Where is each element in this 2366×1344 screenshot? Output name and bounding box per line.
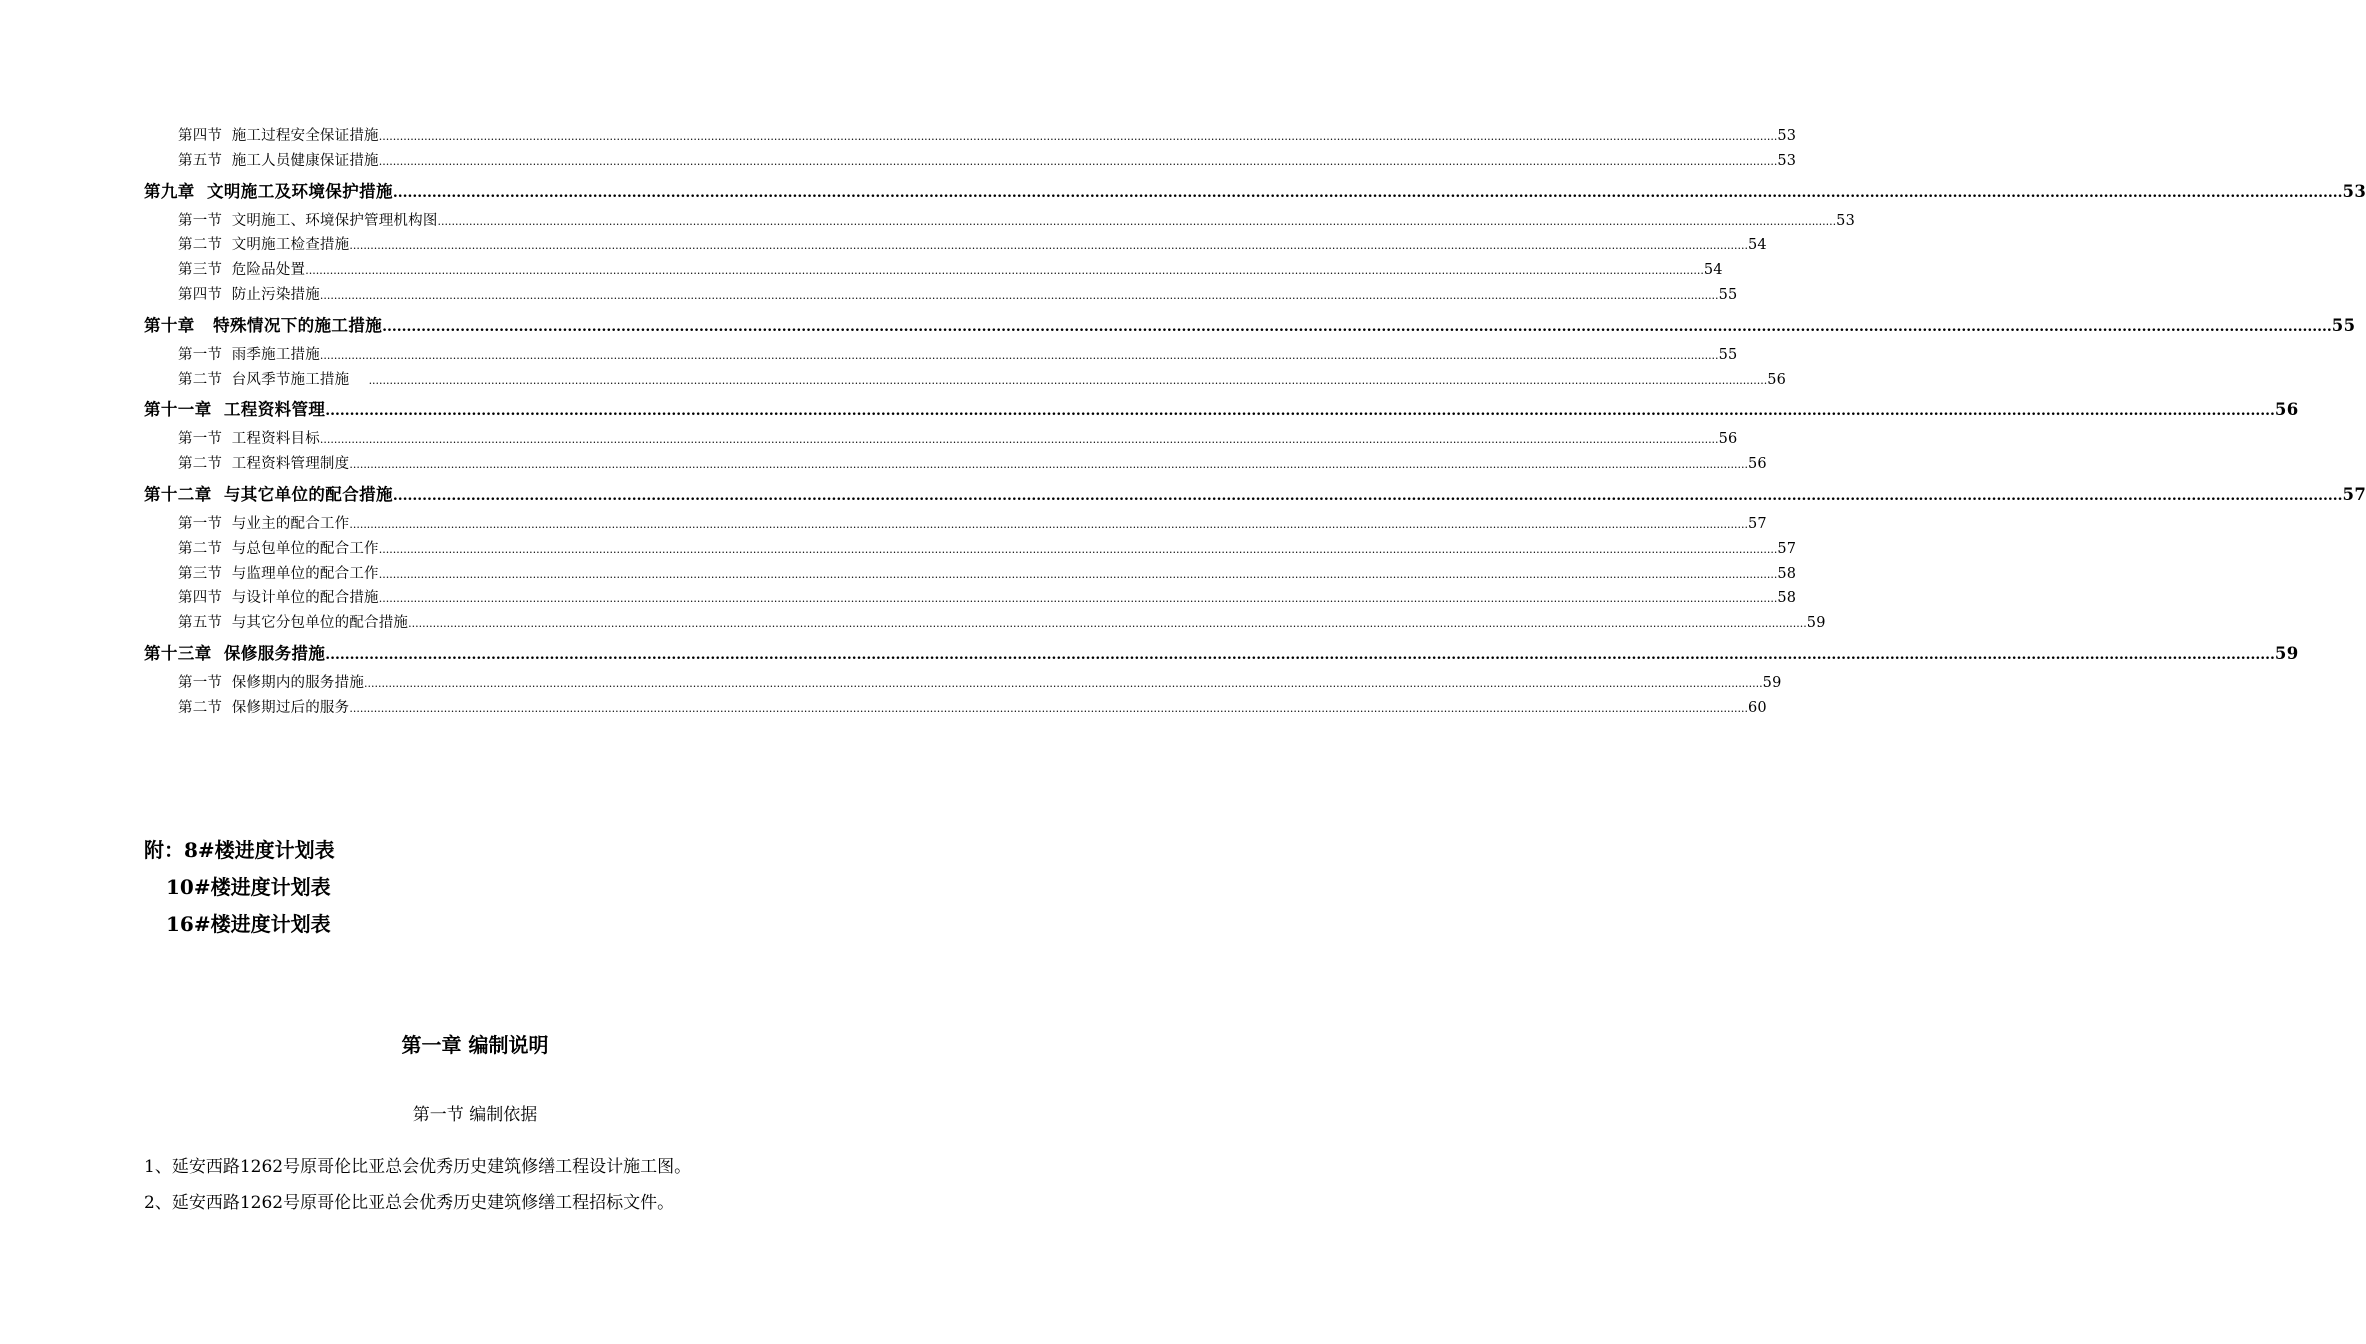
toc-page-number: 58 (1777, 590, 1797, 607)
toc-page-number: 60 (1747, 699, 1767, 716)
toc-section-entry[interactable] (178, 452, 1767, 477)
toc-entry-label: 第五节 与其它分包单位的配合措施 (178, 615, 409, 632)
toc-entry-label: 第三节 危险品处置 (178, 262, 306, 279)
toc-leader-dots: ................................................................................................................................................................................................................................................................................................................................................................................................................ (349, 701, 1748, 715)
toc-entry-label: 第十一章 工程资料管理 (144, 400, 326, 420)
toc-leader-dots: ................................................................................................................................................................................................................................................................................................................................................................................................................ (378, 154, 1778, 168)
toc-entry-label: 第一节 与业主的配合工作 (178, 515, 350, 532)
toc-page-number: 53 (1777, 152, 1797, 169)
toc-leader-dots: ................................................................................................................................................................................................................................................................................................................................................................................................................ (349, 517, 1748, 531)
toc-section-entry[interactable] (178, 343, 1738, 368)
toc-leader-dots: ................................................................................................................................................................................................................................................................................................................................................................................................................ (408, 617, 1807, 631)
body-text (144, 1152, 824, 1224)
toc-leader-dots: ................................................................................................................................................................................................................................................................................................................................................................................................................ (319, 288, 1719, 302)
toc-entry-label: 第五节 施工人员健康保证措施 (178, 152, 379, 169)
toc-leader-dots: ................................................................................................................................................................................................................................................................................................................................................................................................................ (349, 458, 1748, 472)
toc-section-entry[interactable] (178, 124, 1797, 149)
toc-section-entry[interactable] (178, 233, 1767, 258)
toc-page-number: 55 (1718, 346, 1738, 363)
toc-chapter-entry[interactable] (144, 397, 2299, 423)
toc-entry-label: 第二节 台风季节施工措施 (178, 371, 369, 388)
toc-page-number: 55 (1718, 286, 1738, 303)
toc-page-number: 56 (2274, 400, 2299, 420)
toc-entry-label: 第一节 文明施工、环境保护管理机构图 (178, 212, 438, 229)
toc-entry-label: 第四节 施工过程安全保证措施 (178, 128, 379, 144)
toc-section-entry[interactable] (178, 562, 1797, 587)
toc-leader-dots: ................................................................................................................................................................................................................................................................................................................................................................................................................ (364, 676, 1763, 690)
toc-page-number: 55 (2331, 315, 2356, 335)
toc-page-number: 53 (2342, 181, 2366, 201)
toc-section-entry[interactable] (178, 368, 1787, 393)
toc-entry-label: 第十二章 与其它单位的配合措施 (144, 484, 393, 504)
toc-section-entry[interactable] (178, 283, 1738, 308)
toc-section-entry[interactable] (178, 671, 1782, 696)
toc-section-entry[interactable] (178, 427, 1738, 452)
toc-entry-label: 第四节 防止污染措施 (178, 286, 320, 303)
toc-section-entry[interactable] (178, 512, 1767, 537)
toc-page-number: 57 (1747, 515, 1767, 532)
toc-section-entry[interactable] (178, 149, 1797, 174)
toc-leader-dots: ................................................................................................................................................................................................................................................................................................................................................................................................................ (378, 542, 1778, 556)
toc-entry-label: 第十三章 保修服务措施 (144, 643, 326, 663)
toc-entry-label: 第十章 特殊情况下的施工措施 (144, 315, 383, 335)
appendix-item-16: 16#楼进度计划表 (166, 912, 331, 936)
toc-page-number: 53 (1836, 212, 1856, 229)
section-heading: 第一节 编制依据 (412, 1105, 538, 1125)
toc-entry-label: 第二节 文明施工检查措施 (178, 237, 350, 254)
toc-page-number: 53 (1777, 128, 1797, 144)
toc-page-number: 56 (1767, 371, 1787, 388)
toc-leader-dots: ................................................................................................................................................................................................................................................................................................................................................................................................................ (378, 130, 1778, 143)
toc-leader-dots: ................................................................................................................................................................................................................................................................................................................................................................................................................ (349, 239, 1748, 253)
toc-page-number: 57 (1777, 540, 1797, 557)
toc-leader-dots: ................................................................................................................................................................................................................................................................................................................................................................................................................ (368, 373, 1768, 387)
toc-page-number: 54 (1703, 262, 1723, 279)
toc-page-number: 58 (1777, 565, 1797, 582)
toc-leader-dots: ................................................................................................................................................................................................................................................................................................................................................................................................................ (378, 567, 1778, 581)
toc-page-number: 59 (2274, 643, 2299, 663)
toc-entry-label: 第二节 工程资料管理制度 (178, 456, 350, 473)
toc-chapter-entry[interactable] (144, 313, 2356, 339)
toc-chapter-entry[interactable] (144, 641, 2299, 667)
appendix-item-8: 附：8#楼进度计划表 (144, 838, 335, 862)
toc-section-entry[interactable] (178, 696, 1767, 721)
toc-section-entry[interactable] (178, 537, 1797, 562)
toc-page-number: 54 (1747, 237, 1767, 254)
toc-leader-dots: ................................................................................................................................................................................................................................................................................................................................................................................................................ (392, 487, 2343, 504)
toc-leader-dots: ................................................................................................................................................................................................................................................................................................................................................................................................................ (325, 403, 2275, 420)
toc-page-number: 59 (1806, 615, 1826, 632)
toc-section-entry[interactable] (178, 209, 1856, 234)
table-of-contents (0, 124, 2366, 721)
appendix-item-10: 10#楼进度计划表 (166, 875, 331, 899)
toc-entry-label: 第二节 与总包单位的配合工作 (178, 540, 379, 557)
toc-entry-label: 第一节 工程资料目标 (178, 431, 320, 448)
toc-leader-dots: ................................................................................................................................................................................................................................................................................................................................................................................................................ (325, 646, 2275, 663)
toc-leader-dots: ................................................................................................................................................................................................................................................................................................................................................................................................................ (437, 214, 1837, 228)
toc-leader-dots: ................................................................................................................................................................................................................................................................................................................................................................................................................ (319, 433, 1719, 447)
toc-page-number: 59 (1762, 674, 1782, 691)
toc-page-number: 56 (1747, 456, 1767, 473)
toc-entry-label: 第二节 保修期过后的服务 (178, 699, 350, 716)
appendix-list (144, 832, 335, 943)
toc-entry-label: 第一节 保修期内的服务措施 (178, 674, 365, 691)
toc-entry-label: 第一节 雨季施工措施 (178, 346, 320, 363)
toc-leader-dots: ................................................................................................................................................................................................................................................................................................................................................................................................................ (319, 348, 1719, 362)
toc-entry-label: 第三节 与监理单位的配合工作 (178, 565, 379, 582)
toc-leader-dots: ................................................................................................................................................................................................................................................................................................................................................................................................................ (378, 592, 1778, 606)
toc-leader-dots: ................................................................................................................................................................................................................................................................................................................................................................................................................ (382, 318, 2332, 335)
toc-page-number: 56 (1718, 431, 1738, 448)
paragraph: 1、延安西路1262号原哥伦比亚总会优秀历史建筑修缮工程设计施工图。 (144, 1157, 692, 1177)
toc-leader-dots: ................................................................................................................................................................................................................................................................................................................................................................................................................ (392, 184, 2343, 201)
toc-section-entry[interactable] (178, 586, 1797, 611)
chapter-heading: 第一章 编制说明 (401, 1033, 549, 1057)
toc-entry-label: 第四节 与设计单位的配合措施 (178, 590, 379, 607)
paragraph: 2、延安西路1262号原哥伦比亚总会优秀历史建筑修缮工程招标文件。 (144, 1193, 675, 1213)
toc-chapter-entry[interactable] (144, 179, 2366, 205)
toc-page-number: 57 (2342, 484, 2366, 504)
toc-entry-label: 第九章 文明施工及环境保护措施 (144, 181, 393, 201)
toc-chapter-entry[interactable] (144, 482, 2366, 508)
toc-section-entry[interactable] (178, 611, 1826, 636)
toc-leader-dots: ................................................................................................................................................................................................................................................................................................................................................................................................................ (305, 264, 1704, 278)
toc-section-entry[interactable] (178, 258, 1723, 283)
